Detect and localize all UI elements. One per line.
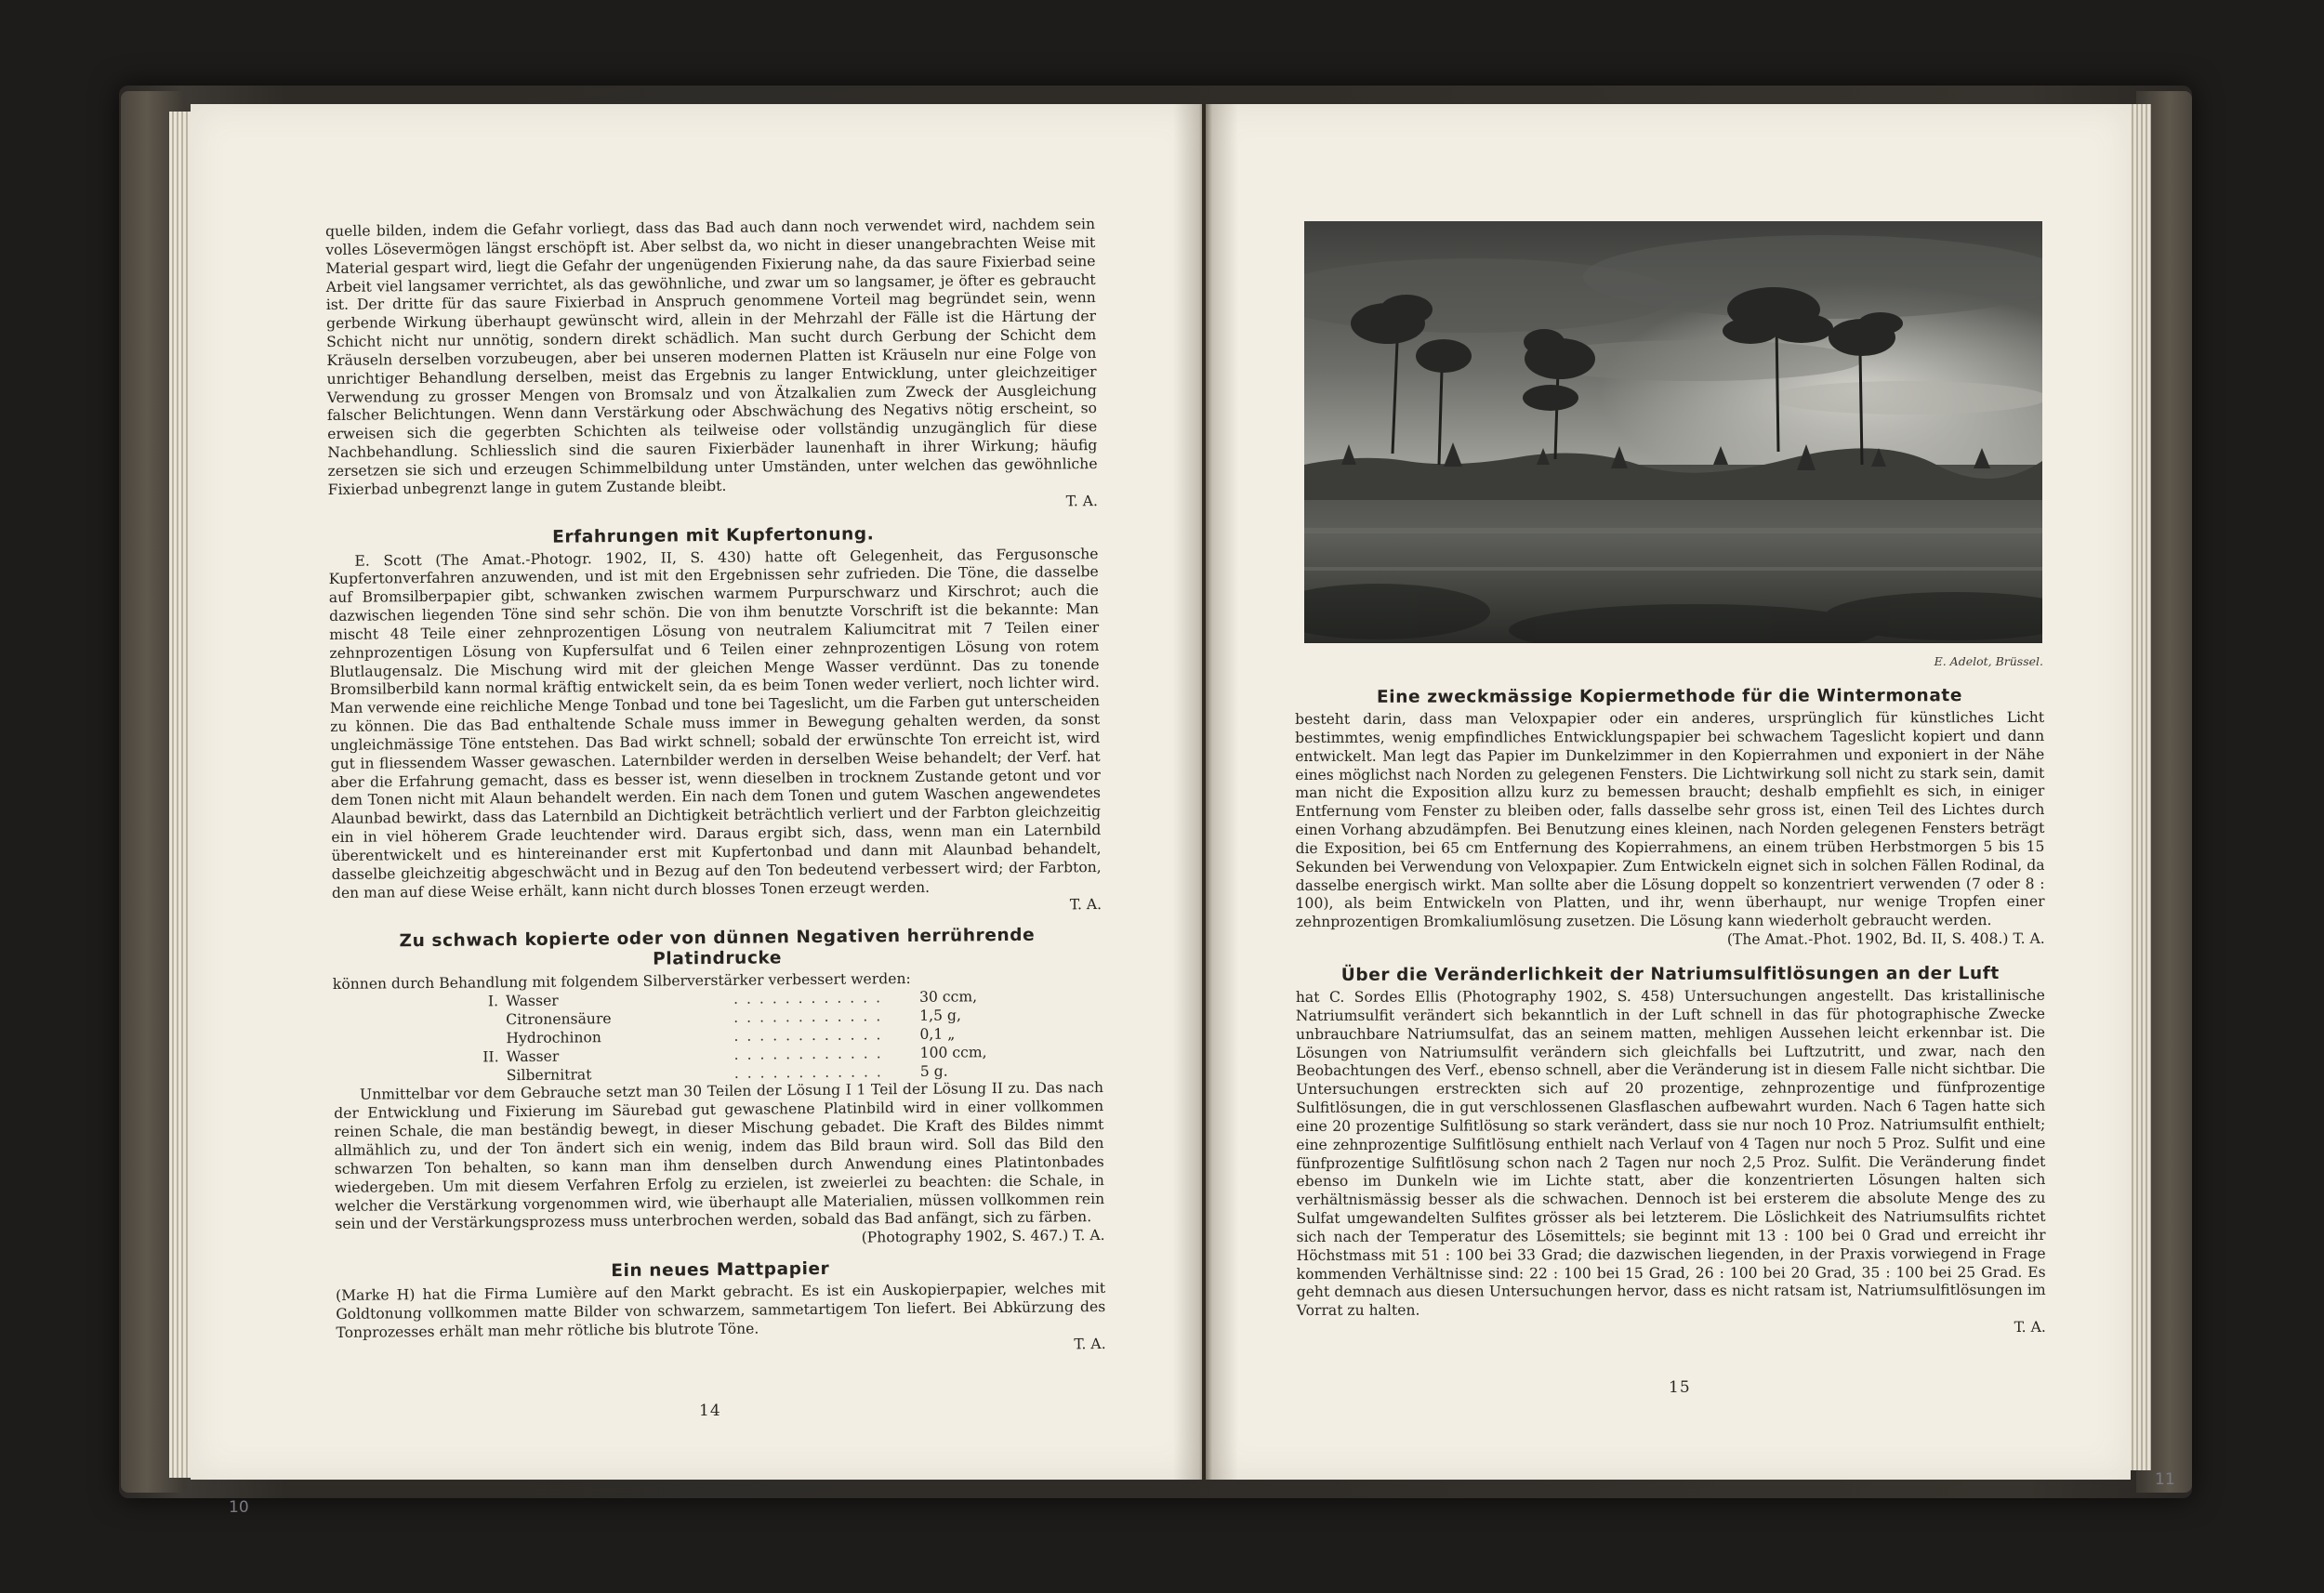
right-page-text	[1295, 686, 2046, 1339]
formula-leader-dots: . . . . . . . . . . . .	[733, 989, 883, 1008]
formula-quantity: 30 ccm,	[918, 988, 978, 1007]
formula-number	[333, 1011, 506, 1032]
left-paragraph-3-intro: können durch Behandlung mit folgendem Silberverstärker verbessert werden:	[332, 970, 911, 994]
formula-number	[334, 1067, 507, 1087]
right-paragraph-2-signature: T. A.	[2014, 1319, 2046, 1336]
landscape-photograph	[1304, 221, 2042, 643]
formula-quantity: 5 g.	[919, 1062, 948, 1080]
right-paragraph-1: besteht darin, dass man Veloxpapier oder ein anderes, ursprünglich für künstliches Licht bestimmtes, wenig empfindliches Entwicklungspapier bei schwachem Tageslicht kopiert und dann entwickelt. Man legt das Papier im Dunkelzimmer in den Kopierrahmen und exponiert in der Nähe eines möglichst nach Norden zu gelegenen Fensters. Die Lichtwirkung soll nicht zu stark sein, damit man nicht die Exposition allzu kurz zu bemessen braucht; deshalb empfiehlt es sich, in einiger Entfernung vom Fenster zu bleiben oder, falls dasselbe sehr gross ist, einen Teil des Lichtes durch einen Vorhang abzudämpfen. Bei Benutzung eines kleinen, nach Norden gelegenen Fensters beträgt die Exposition, bei 65 cm Entfernung des Kopierrahmens, an einem trüben Herbstmorgen 5 bis 15 Sekunden bei Verwendung von Veloxpapier. Zum Entwickeln eignet sich in solchen Fällen Rodinal, da dasselbe energisch wirkt. Man sollte aber die Lösung doppelt so konzentriert verwenden (7 oder 8 : 100), als beim Entwickeln von Platten, und ihr, wenn überhaupt, nur wenige Tropfen einer zehnprozentigen Bromkaliumlösung zusetzen. Die Lösung kann wiederholt gebraucht werden.	[1295, 708, 2045, 931]
formula-leader-dots: . . . . . . . . . . . .	[733, 1007, 883, 1026]
heading-natriumsulfit: Über die Veränderlichkeit der Natriumsulfitlösungen an der Luft	[1340, 963, 2000, 985]
right-page-number: 15	[1669, 1378, 1691, 1397]
left-paragraph-4-signature: T. A.	[1074, 1335, 1106, 1352]
left-paragraph-1: quelle bilden, indem die Gefahr vorliegt, dass das Bad auch dann noch verwendet wird, nachdem sein volles Lösevermögen längst erschöpft ist. Aber selbst da, wo nicht in dieser unangebrachten Weise mit Material gespart wird, liegt die Gefahr der ungenügenden Fixierung nahe, da das saure Fixierbad seine Arbeit viel langsamer verrichtet, als das gewöhnliche, und zwar um so langsamer, je öfter es gebraucht ist. Der dritte für das saure Fixierbad in Anspruch genommene Vorteil mag begründet sein, wenn gerbende Wirkung überhaupt gewünscht wird, allein in der Mehrzahl der Fälle ist die Härtung der Schicht nicht nur unnötig, sondern direkt schädlich. Man sucht durch Gerbung der Schicht dem Kräuseln derselben vorzubeugen, aber bei unseren modernen Platten ist Kräuseln nur eine Folge von unrichtiger Behandlung derselben, meist das Ergebnis zu langer Entwicklung, unter gleichzeitiger Verwendung zu grosser Mengen von Bromsalz und von Ätzalkalien zum Zweck der Ausgleichung falscher Belichtungen. Wenn dann Verstärkung oder Abschwächung des Negativs nötig erscheint, so erweisen sich die gegerbten Schichten als teilweise oder vollständig unzugänglich für diese Nachbehandlung. Schliesslich sind die sauren Fixierbäder launenhaft in ihrer Wirkung; häufig zersetzen sie sich und erzeugen Schimmelbildung unter Umständen, unter welchen das gewöhnliche Fixierbad unbegrenzt lange in gutem Zustande bleibt.	[325, 216, 1098, 498]
formula-ingredient: Wasser	[506, 1047, 560, 1065]
formula-leader-dots: . . . . . . . . . . . .	[733, 1045, 883, 1063]
formula-ingredient: Wasser	[505, 992, 559, 1010]
formula-number: I.	[487, 993, 499, 1010]
landscape-photo-image	[1304, 221, 2042, 643]
left-pencil-note: 10	[229, 1498, 249, 1517]
formula-ingredient: Silbernitrat	[506, 1065, 592, 1084]
left-page-number: 14	[699, 1402, 721, 1420]
left-paragraph-2-signature: T. A.	[1069, 895, 1103, 913]
page-stack-right	[2129, 104, 2151, 1470]
left-paragraph-3: Unmittelbar vor dem Gebrauche setzt man 30 Teilen der Lösung I 1 Teil der Lösung II zu. Das nach der Entwicklung und Fixierung im Säurebad gut gewaschene Platinbild wird in einer vollkommen reinen Schale, die man beständig bewegt, in dieser Mischung gebadet. Die Kraft des Bildes nimmt allmählich zu, und der Ton ändert sich ein wenig, indem das Bild braun wird. Soll das Bild den schwarzen Ton behalten, so kann man ihm denselben durch Anwendung eines Platintonbades wiedergeben. Um mit diesem Verfahren Erfolg zu erzielen, ist zweierlei zu beachten: die Schale, in welcher die Verstärkung vorgenommen wird, wie überhaupt alle Materialien, müssen vollkommen rein sein und der Verstärkungsprozess muss unterbrochen werden, sobald das Bad anfängt, sich zu färben.	[334, 1079, 1105, 1233]
formula-number	[333, 1030, 506, 1050]
left-paragraph-2: E. Scott (The Amat.-Photogr. 1902, II, S. 430) hatte oft Gelegenheit, das Fergusonsche Kupfertonverfahren anzuwenden, und ist mit den Ergebnissen sehr zufrieden. Die Töne, die dasselbe auf Bromsilberpapier gibt, schwanken zwischen warmem Purpurschwarz und Kirschrot; auch die dazwischen liegenden Töne sind sehr schön. Die von ihm benutzte Vorschrift ist die bekannte: Man mischt 48 Teile einer zehnprozentigen Lösung von neutralem Kaliumcitrat mit 7 Teilen einer zehnprozentigen Lösung von Kupfersulfat und 6 Teilen einer zehnprozentigen Lösung von rotem Blutlaugensalz. Die Mischung wird mit der gleichen Menge Wasser verdünnt. Das zu tonende Bromsilberbild kann normal kräftig entwickelt sein, da es beim Tonen weder verliert, noch lichter wird. Man verwende eine reichliche Menge Tonbad und tone bei Tageslicht, um die Farben gut unterscheiden zu können. Die das Bad enthaltende Schale muss immer in Bewegung gehalten werden, da sonst ungleichmässige Töne entstehen. Das Bad wirkt schnell; sobald der erwünschte Ton erreicht ist, wird gut in fliessendem Wasser gewaschen. Laternbilder werden in derselben Weise behandelt; der Verf. hat aber die Erfahrung gemacht, dass es besser ist, wenn dieselben in trocknem Zustande getont und vor dem Tonen nicht mit Alaun behandelt werden. Ein nach dem Tonen und gutem Waschen angewendetes Alaunbad bewirkt, dass das Laternbild an Dichtigkeit beträchtlich verliert und der Farbton gleichzeitig ein in viel höherem Grade leuchtender wird. Daraus ergibt sich, dass, wenn man ein Laternbild überentwickelt und es hintereinander erst mit Kupfertonbad und dann mit Alaunbad behandelt, dasselbe gleichzeitig abgeschwächt und in Bezug auf den Ton bedeutend verbessert wird; der Farbton, den man auf diese Weise erhält, kann nicht durch blosses Tonen erzeugt werden.	[328, 545, 1102, 902]
formula-leader-dots: . . . . . . . . . . . .	[733, 1062, 883, 1082]
book-gutter	[1173, 104, 1238, 1480]
formula-ingredient: Hydrochinon	[506, 1029, 601, 1047]
formula-quantity: 100 ccm,	[919, 1043, 987, 1061]
formula-ingredient: Citronensäure	[506, 1010, 612, 1029]
formula-quantity: 1,5 g,	[919, 1007, 962, 1024]
formula-table	[333, 987, 1103, 1086]
left-paragraph-4: (Marke H) hat die Firma Lumière auf den Markt gebracht. Es ist ein Auskopierpapier, welches mit Goldtonung vollkommen matte Bilder von schwarzem, sammetartigem Ton liefert. Bei Abkürzung des Tonprozesses erhält man mehr rötliche bis blutrote Töne.	[335, 1280, 1106, 1341]
left-paragraph-1-signature: T. A.	[1065, 492, 1098, 510]
right-pencil-note: 11	[2155, 1470, 2175, 1489]
heading-kopiermethode: Eine zweckmässige Kopiermethode für die Wintermonate	[1377, 686, 1963, 707]
heading-mattpapier: Ein neues Mattpapier	[611, 1258, 830, 1282]
right-paragraph-1-citation: (The Amat.-Phot. 1902, Bd. II, S. 408.) T. A.	[1726, 930, 2045, 948]
right-paragraph-2: hat C. Sordes Ellis (Photography 1902, S. 458) Untersuchungen angestellt. Das kristallinische Natriumsulfit verändert sich bekanntlich in der Luft schnell in das für photographische Zwecke unbrauchbare Natriumsulfat, das an seinem matten, mehligen Aussehen leicht erkennbar ist. Die Lösungen von Natriumsulfit verändern sich gleichfalls bei Luftzutritt, und zwar, nach den Beobachtungen des Verf., ebenso schnell, aber die Veränderung ist in diesem Falle nicht sichtbar. Die Untersuchungen erstreckten sich auf 20 prozentige, zehnprozentige und fünfprozentige Sulfitlösungen, die in gut verschlossenen Glasflaschen aufbewahrt wurden. Nach 6 Tagen hatte sich eine 20 prozentige Sulfitlösung so stark verändert, dass sie nur noch 10 Proz. Natriumsulfit enthielt; eine zehnprozentige Sulfitlösung enthielt nach Verlauf von 4 Tagen nur noch 5 Proz. Sulfit und eine fünfprozentige Sulfitlösung schon nach 2 Tagen nur noch 2,5 Proz. Sulfit. Die Veränderung findet ebenso im Dunkeln wie im Lichte statt, aber die konzentrierten Lösungen halten sich verhältnismässig besser als die schwachen. Dennoch ist bei ersterem die absolute Menge des zu Sulfat umgewandelten Sulfites grösser als bei letzterem. Die Löslichkeit des Natriumsulfits richtet sich nach der Temperatur des Lösemittels; sie beginnt mit 13 : 100 bei 0 Grad und erreicht ihr Höchstmass mit 51 : 100 bei 33 Grad; die dazwischen liegenden, in der Praxis vorwiegend in Frage kommenden Verhältnisse sind: 22 : 100 bei 15 Grad, 26 : 100 bei 20 Grad, 35 : 100 bei 25 Grad. Es geht demnach aus diesen Untersuchungen hervor, dass es nicht ratsam ist, Natriumsulfitlösungen im Vorrat zu halten.	[1295, 986, 2046, 1320]
left-paragraph-3-citation: (Photography 1902, S. 467.) T. A.	[861, 1227, 1105, 1246]
formula-quantity: 0,1 „	[919, 1025, 956, 1043]
formula-number: II.	[482, 1048, 499, 1066]
photo-caption: E. Adelot, Brüssel.	[1934, 654, 2043, 668]
formula-leader-dots: . . . . . . . . . . . .	[733, 1026, 883, 1045]
heading-platindrucke: Zu schwach kopierte oder von dünnen Negativen herrührende Platindrucke	[399, 926, 1036, 970]
heading-kupfertonung: Erfahrungen mit Kupfertonung.	[552, 523, 875, 547]
left-page-text	[325, 216, 1106, 1361]
